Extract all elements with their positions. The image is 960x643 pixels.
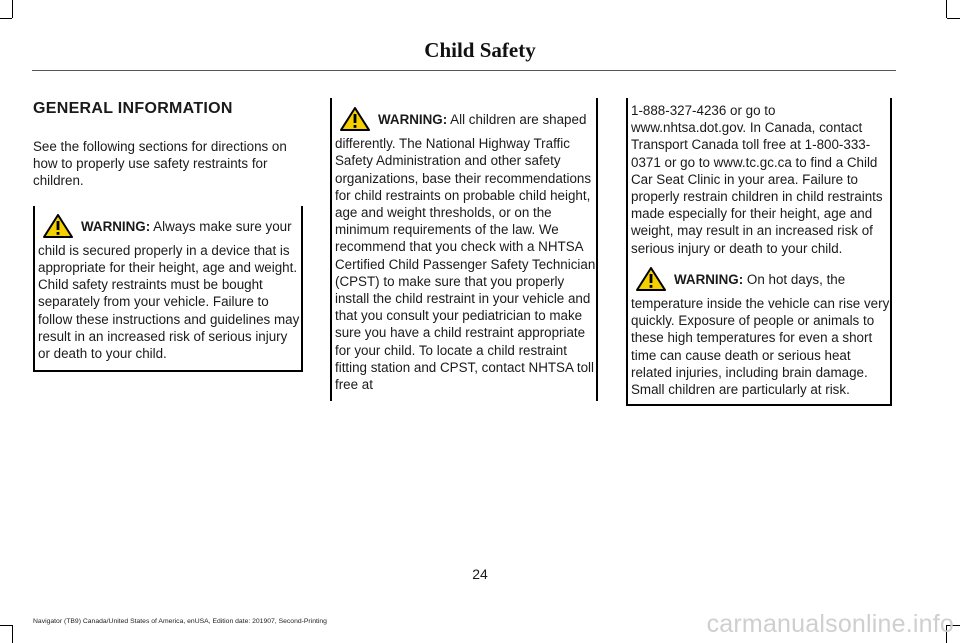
warning-label: WARNING: [378,112,448,127]
warning-box-1 [33,206,303,373]
page-title: Child Safety [424,38,536,62]
warning-text: Always make sure your child is secured properly in a device that is appropriate for their height, age and weight. Child safety restraints must be bought separately from your vehicle. Failure to follow these instructions and guidelines may result in an increased risk of serious injury or death to your child. [38,218,300,362]
warning-box-4 [631,267,890,398]
warning-text: On hot days, the temperature inside the vehicle can rise very quickly. Exposure of people or animals to these high temperatures for even a short time can cause death or serious heat related injuries, including brain damage. Small children are particularly at risk. [631,271,890,398]
crop-mark-top-right-v [946,0,947,18]
crop-mark-top-left-h [0,18,12,19]
crop-mark-bottom-left-v [12,625,13,643]
warning-triangle-icon [340,107,370,135]
crop-mark-bottom-left-h [0,625,12,626]
continued-warning-text: 1-888-327-4236 or go to www.nhtsa.dot.gov. In Canada, contact Transport Canada toll free at 1-800-333-0371 or go to www.tc.gc.ca to find a Child Car Seat Clinic in your area. Failure to properly restrain children in child restraints made especially for their height, age and weight, may result in an increased risk of serious injury or death to your child. [631,103,883,256]
page-number: 24 [472,566,488,582]
column-1 [33,100,303,372]
header-rule [32,70,896,71]
column-3 [626,98,892,406]
warning-triangle-icon [43,214,73,242]
watermark: carmanualsonline.info [706,610,954,638]
edition-footer: Navigator (TB9) Canada/United States of America, enUSA, Edition date: 201907, Second-Printing [33,618,327,625]
warning-triangle-icon [636,267,666,295]
warning-text: All children are shaped differently. The National Highway Traffic Safety Administration and other safety organizations, base their recommendations for child restraints on probable child height, age and weight thresholds, or on the minimum requirements of the law. We recommend that you check with a NHTSA Certified Child Passenger Safety Technician (CPST) to make sure that you properly install the child restraint in your vehicle and that you consult your pediatrician to make sure you have a child restraint appropriate for your child. To locate a child restraint fitting station and CPST, contact NHTSA toll free at [335,112,596,393]
warning-box-2 [330,98,598,401]
warning-label: WARNING: [674,271,744,287]
crop-mark-top-left-v [12,0,13,18]
crop-mark-top-right-h [947,18,960,19]
warning-box-3 [626,98,892,406]
intro-paragraph: See the following sections for directions on how to properly use safety restraints for children. [33,139,287,189]
column-2 [330,98,598,401]
section-heading: GENERAL INFORMATION [33,100,233,117]
warning-label: WARNING: [81,218,151,234]
